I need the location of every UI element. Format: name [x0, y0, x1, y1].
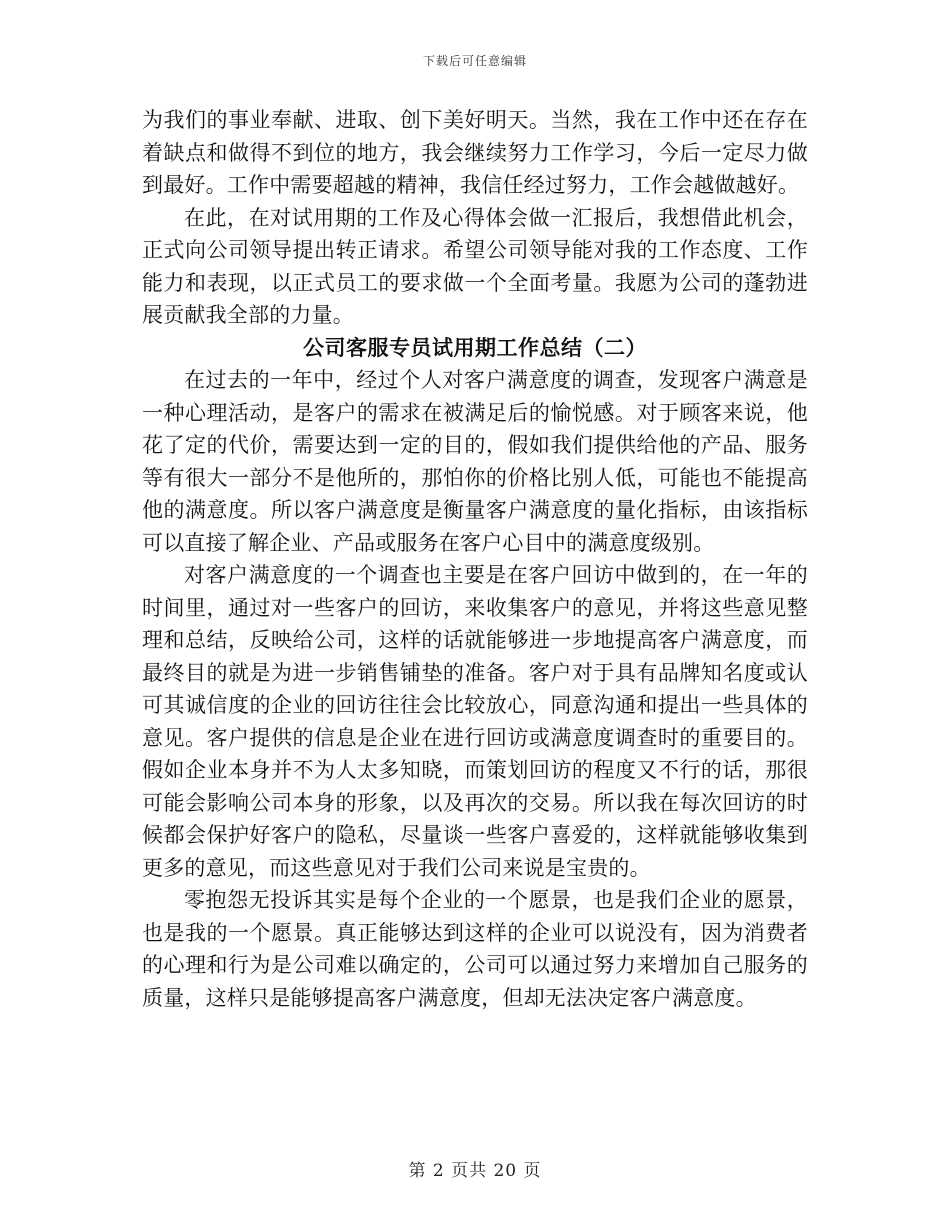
section-title: 公司客服专员试用期工作总结（二）: [303, 334, 647, 360]
paragraph-zero-complaint-vision: 零抱怨无投诉其实是每个企业的一个愿景，也是我们企业的愿景，也是我的一个愿景。真正能够达到这样的企业可以说没有，因为消费者的心理和行为是公司难以确定的，公司可以通过努力来增加自己服务的质量，这样只是能够提高客户满意度，但却无法决定客户满意度。: [142, 888, 808, 1010]
paragraph-customer-survey: 对客户满意度的一个调查也主要是在客户回访中做到的，在一年的时间里，通过对一些客户的回访，来收集客户的意见，并将这些意见整理和总结，反映给公司，这样的话就能够进一步地提高客户满意度，而最终目的就是为进一步销售铺垫的准备。客户对于具有品牌知名度或认可其诚信度的企业的回访往往会比较放心，同意沟通和提出一些具体的意见。客户提供的信息是企业在进行回访或满意度调查时的重要目的。假如企业本身并不为人太多知晓，而策划回访的程度又不行的话，那很可能会影响公司本身的形象，以及再次的交易。所以我在每次回访的时候都会保护好客户的隐私，尽量谈一些客户喜爱的，这样就能够收集到更多的意见，而这些意见对于我们公司来说是宝贵的。: [142, 563, 808, 880]
paragraph-continued: 为我们的事业奉献、进取、创下美好明天。当然，我在工作中还在存在着缺点和做得不到位的地方，我会继续努力工作学习，今后一定尽力做到最好。工作中需要超越的精神，我信任经过努力，工作会越做越好。: [142, 108, 808, 197]
document-body: [142, 104, 808, 1014]
page-number: 第 2 页共 20 页: [408, 1161, 542, 1181]
paragraph-promotion-request: 在此，在对试用期的工作及心得体会做一汇报后，我想借此机会，正式向公司领导提出转正请求。希望公司领导能对我的工作态度、工作能力和表现，以正式员工的要求做一个全面考量。我愿为公司的蓬勃进展贡献我全部的力量。: [142, 205, 808, 327]
page-header-note: 下载后可任意编辑: [422, 54, 527, 68]
paragraph-customer-satisfaction: 在过去的一年中，经过个人对客户满意度的调查，发现客户满意是一种心理活动，是客户的需求在被满足后的愉悦感。对于顾客来说，他花了定的代价，需要达到一定的目的，假如我们提供给他的产品、服务等有很大一部分不是他所的，那怕你的价格比别人低，可能也不能提高他的满意度。所以客户满意度是衡量客户满意度的量化指标，由该指标可以直接了解企业、产品或服务在客户心目中的满意度级别。: [142, 368, 808, 555]
